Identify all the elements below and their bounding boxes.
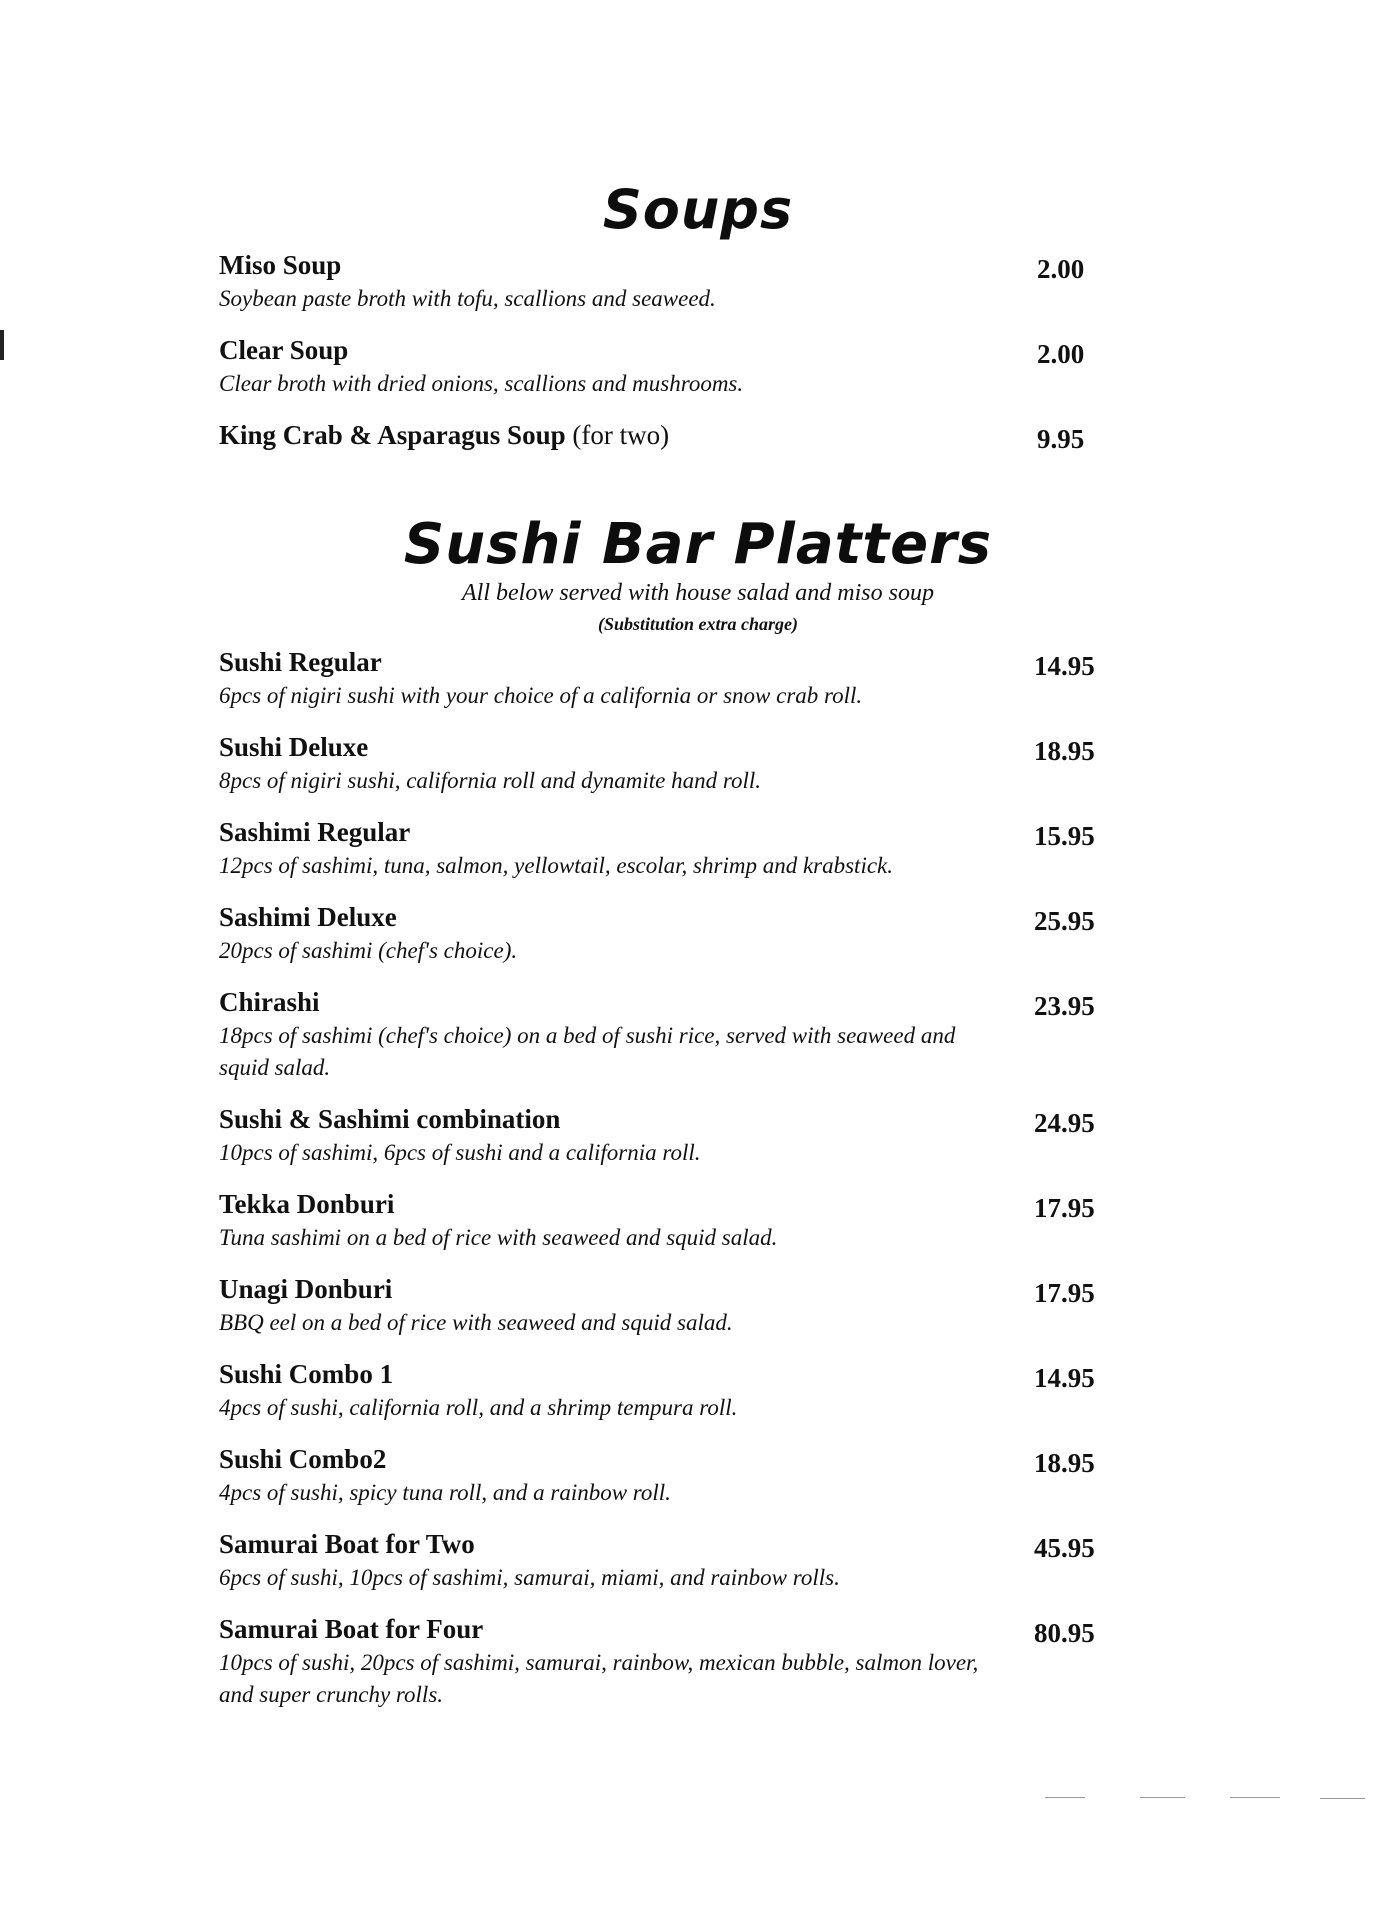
menu-item <box>219 1187 1099 1254</box>
item-description: BBQ eel on a bed of rice with seaweed and squid salad. <box>219 1310 733 1335</box>
menu-item <box>219 645 1099 712</box>
menu-item <box>219 1357 1099 1424</box>
item-description: 8pcs of nigiri sushi, california roll and dynamite hand roll. <box>219 768 761 793</box>
platters-note: (Substitution extra charge) <box>597 614 799 634</box>
item-name: King Crab & Asparagus Soup (for two) <box>219 420 670 450</box>
item-price: 2.00 <box>1037 254 1085 284</box>
item-name: Unagi Donburi <box>219 1274 393 1304</box>
item-price: 14.95 <box>1034 651 1095 681</box>
item-description: 18pcs of sashimi (chef's choice) on a bed of sushi rice, served with seaweed and squid salad. <box>219 1023 956 1080</box>
item-description: 6pcs of sushi, 10pcs of sashimi, samurai, miami, and rainbow rolls. <box>219 1565 840 1590</box>
soups-title: Soups <box>602 178 794 241</box>
menu-item <box>219 815 1099 882</box>
item-name: Samurai Boat for Two <box>219 1529 475 1559</box>
item-name: Tekka Donburi <box>219 1189 395 1219</box>
scan-artifact <box>1320 1798 1365 1799</box>
menu-item <box>219 1102 1099 1169</box>
item-price: 17.95 <box>1034 1278 1095 1308</box>
item-price: 18.95 <box>1034 1448 1095 1478</box>
item-price: 45.95 <box>1034 1533 1095 1563</box>
item-description: 12pcs of sashimi, tuna, salmon, yellowtail, escolar, shrimp and krabstick. <box>219 853 894 878</box>
menu-item <box>219 418 1099 452</box>
item-description: 10pcs of sashimi, 6pcs of sushi and a california roll. <box>219 1140 701 1165</box>
item-price: 14.95 <box>1034 1363 1095 1393</box>
menu-item <box>219 985 1099 1084</box>
platters-title: Sushi Bar Platters <box>403 512 993 577</box>
item-name: Sushi & Sashimi combination <box>219 1104 561 1134</box>
menu-item <box>219 1442 1099 1509</box>
item-description: 6pcs of nigiri sushi with your choice of a california or snow crab roll. <box>219 683 863 708</box>
item-name: Sushi Combo 1 <box>219 1359 394 1389</box>
item-description: 20pcs of sashimi (chef's choice). <box>219 938 518 963</box>
item-description: 4pcs of sushi, spicy tuna roll, and a rainbow roll. <box>219 1480 671 1505</box>
item-price: 80.95 <box>1034 1618 1095 1648</box>
menu-item <box>219 248 1099 315</box>
item-price: 25.95 <box>1034 906 1095 936</box>
item-name: Samurai Boat for Four <box>219 1614 484 1644</box>
menu-item <box>219 1612 1099 1711</box>
menu-item <box>219 333 1099 400</box>
scan-artifact <box>1230 1797 1280 1798</box>
item-name: Sushi Deluxe <box>219 732 369 762</box>
item-description: Tuna sashimi on a bed of rice with seaweed and squid salad. <box>219 1225 778 1250</box>
item-name: Sushi Combo2 <box>219 1444 387 1474</box>
item-name: Sashimi Deluxe <box>219 902 397 932</box>
item-name: Sashimi Regular <box>219 817 411 847</box>
item-price: 23.95 <box>1034 991 1095 1021</box>
menu-item <box>219 730 1099 797</box>
scan-edge-mark <box>0 330 4 360</box>
item-price: 17.95 <box>1034 1193 1095 1223</box>
item-name: Sushi Regular <box>219 647 382 677</box>
item-price: 24.95 <box>1034 1108 1095 1138</box>
menu-item <box>219 900 1099 967</box>
item-description: 10pcs of sushi, 20pcs of sashimi, samurai, rainbow, mexican bubble, salmon lover, and super crunchy rolls. <box>219 1650 979 1707</box>
item-name: Clear Soup <box>219 335 349 365</box>
item-name: Miso Soup <box>219 250 342 280</box>
item-name-note: (for two) <box>572 420 670 450</box>
platters-subtitle: All below served with house salad and miso soup <box>462 580 934 606</box>
item-description: 4pcs of sushi, california roll, and a shrimp tempura roll. <box>219 1395 738 1420</box>
item-description: Clear broth with dried onions, scallions and mushrooms. <box>219 371 744 396</box>
item-description: Soybean paste broth with tofu, scallions and seaweed. <box>219 286 716 311</box>
item-price: 9.95 <box>1037 424 1085 454</box>
scan-artifact <box>1140 1797 1185 1798</box>
menu-item <box>219 1272 1099 1339</box>
menu-item <box>219 1527 1099 1594</box>
item-price: 18.95 <box>1034 736 1095 766</box>
item-price: 2.00 <box>1037 339 1085 369</box>
item-name: Chirashi <box>219 987 320 1017</box>
scan-artifact <box>1045 1797 1085 1798</box>
item-price: 15.95 <box>1034 821 1095 851</box>
